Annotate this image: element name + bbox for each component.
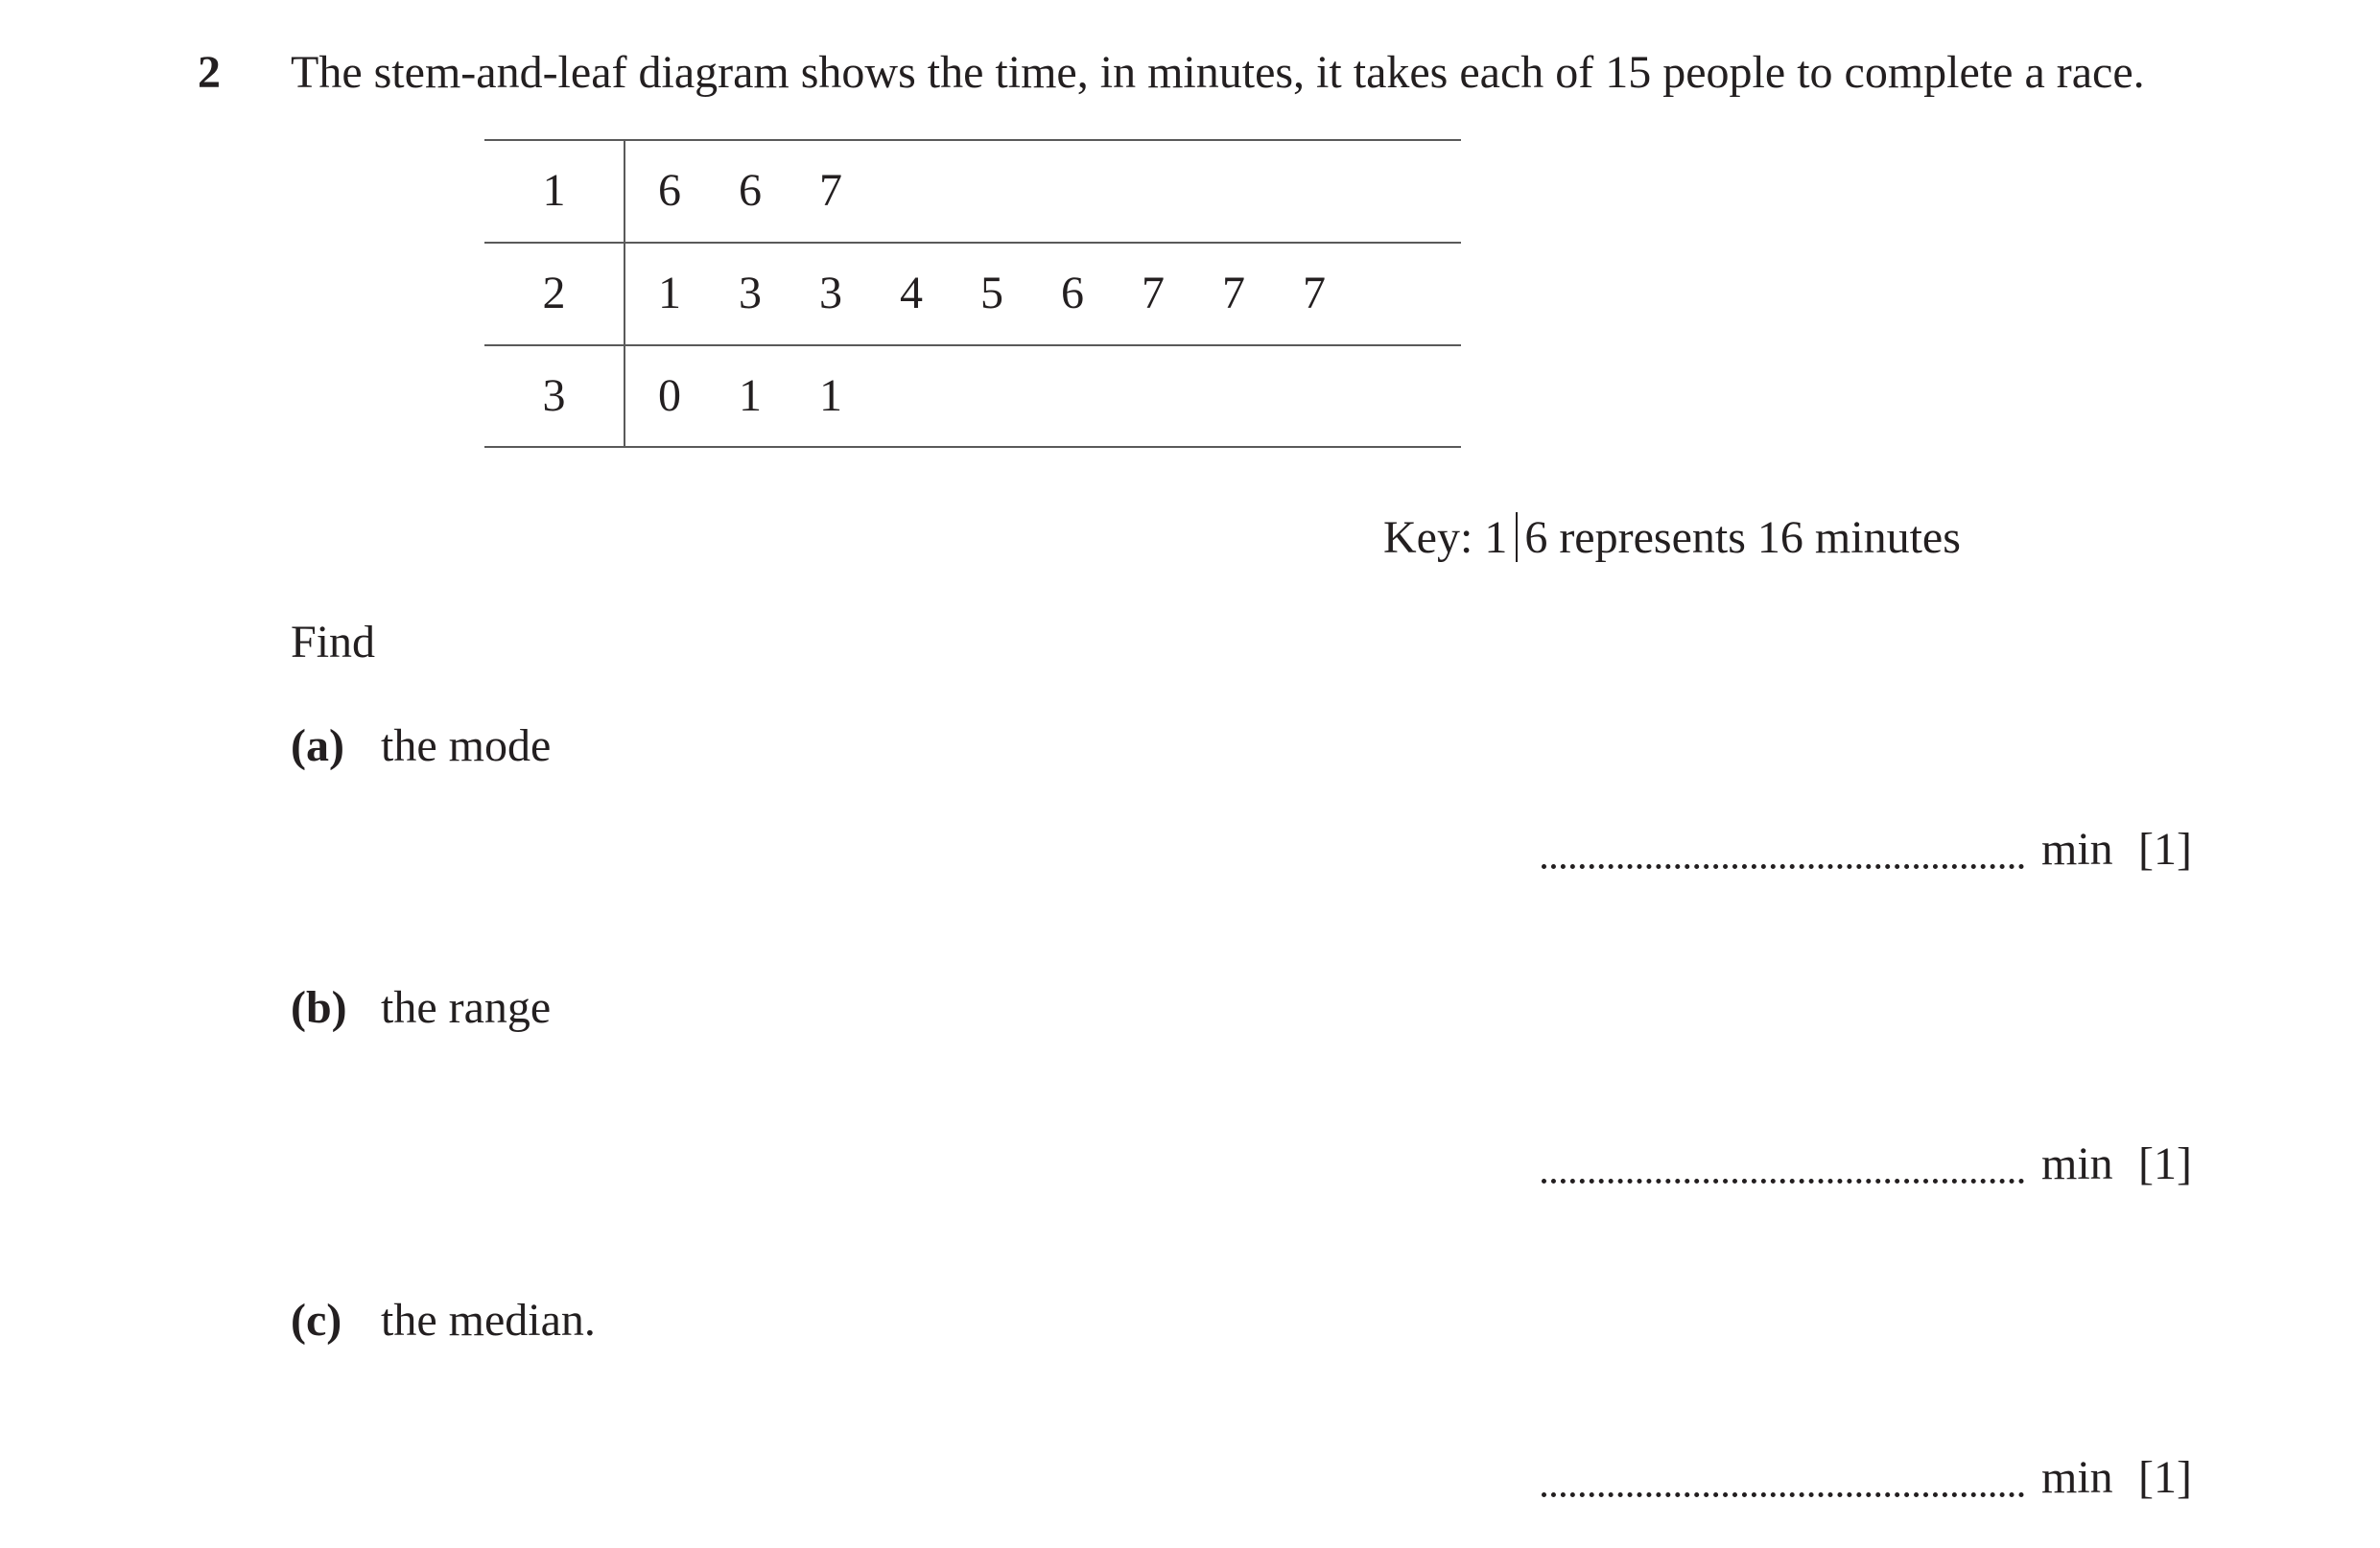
leaf-value: 6 [739,165,762,216]
leaf-value: 7 [1222,268,1245,318]
key-label: Key: [1383,512,1473,563]
leaf-value: 4 [900,268,923,318]
question-number: 2 [198,47,221,98]
stem-value: 3 [542,370,566,421]
part-a-answer-line[interactable] [1542,864,2024,869]
leaf-value: 0 [658,370,681,421]
key-leaf: 6 [1524,512,1548,563]
part-b-marks: [1] [2138,1138,2192,1189]
find-instruction: Find [291,617,376,668]
part-b-answer-line[interactable] [1542,1179,2024,1184]
leaf-value: 1 [739,370,762,421]
leaf-value: 3 [739,268,762,318]
question-intro: The stem-and-leaf diagram shows the time, in minutes, it takes each of 15 people to complete a race. [291,47,2145,98]
part-c-marks: [1] [2138,1452,2192,1503]
leaf-value: 6 [658,165,681,216]
key-divider [1516,512,1518,562]
part-b-text: the range [381,982,552,1033]
stem-value: 2 [542,268,566,318]
part-b-unit: min [2041,1138,2113,1189]
diagram-key [1383,509,1961,567]
key-text: represents 16 minutes [1559,512,1961,563]
part-c-text: the median. [381,1295,596,1346]
part-b-label: (b) [291,982,347,1033]
part-a-text: the mode [381,720,552,771]
leaf-value: 6 [1061,268,1084,318]
leaf-value: 7 [1303,268,1326,318]
part-a-unit: min [2041,824,2113,875]
stem-row-1 [484,139,1461,242]
part-c-unit: min [2041,1452,2113,1503]
leaf-value: 3 [819,268,842,318]
part-a-marks: [1] [2138,824,2192,875]
stem-and-leaf-diagram [484,139,1461,448]
leaf-value: 7 [819,165,842,216]
part-a-label: (a) [291,720,344,771]
stem-row-2 [484,242,1461,344]
part-c-answer-line[interactable] [1542,1492,2024,1497]
leaf-value: 7 [1142,268,1165,318]
part-c-label: (c) [291,1295,342,1346]
key-stem: 1 [1484,512,1508,563]
leaf-value: 5 [980,268,1003,318]
stem-row-3 [484,344,1461,447]
leaf-value: 1 [658,268,681,318]
leaf-value: 1 [819,370,842,421]
stem-value: 1 [542,165,566,216]
